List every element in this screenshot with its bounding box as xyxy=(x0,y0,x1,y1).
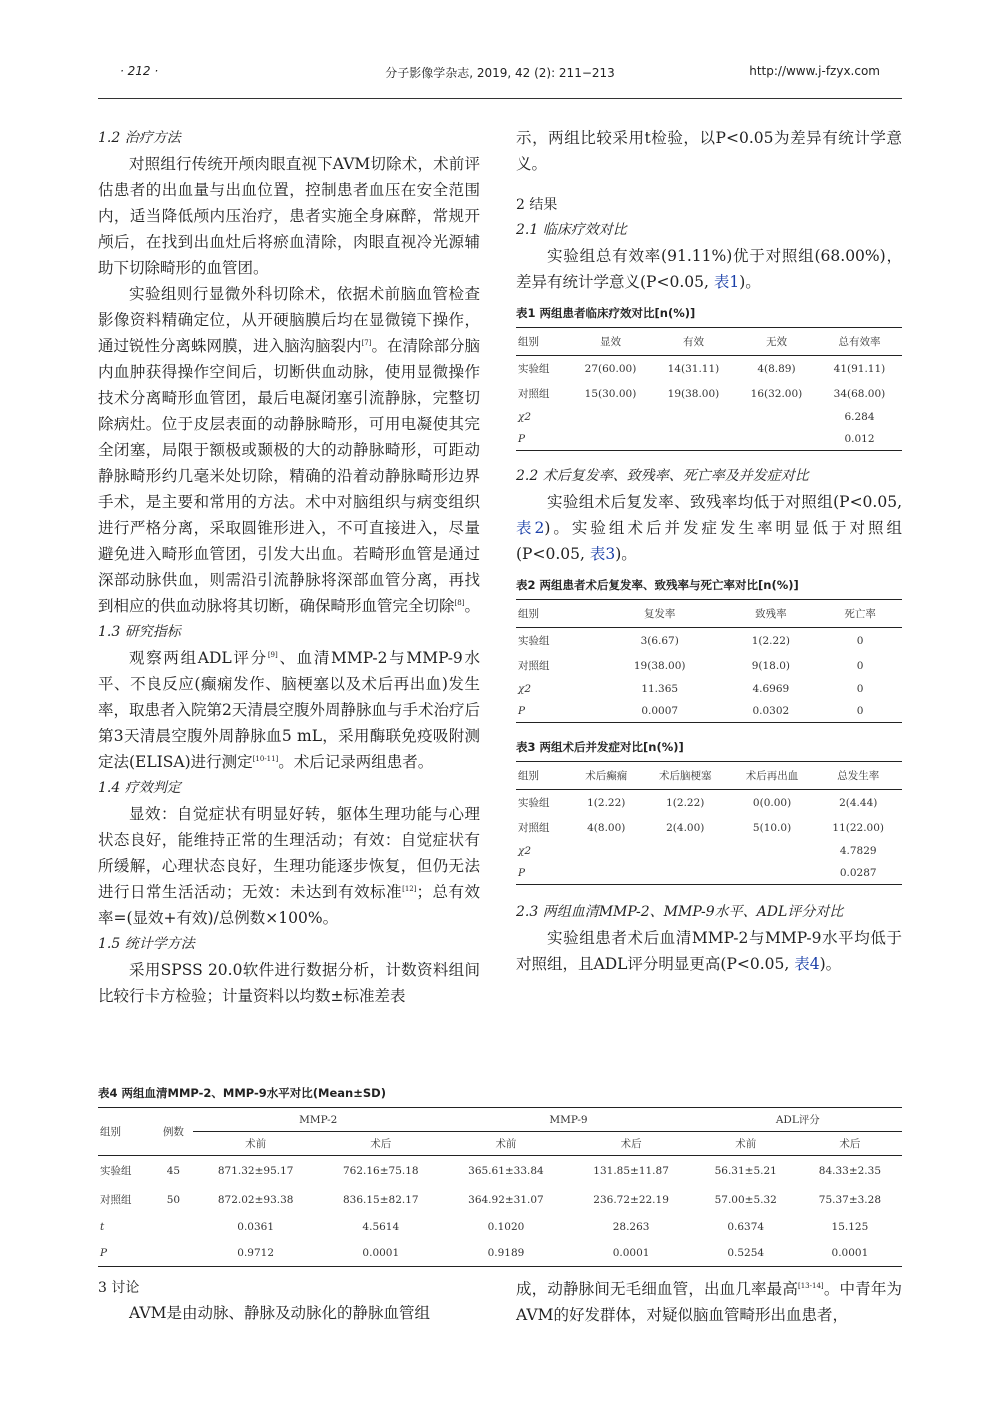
section-1-5-para-1: 采用SPSS 20.0软件进行数据分析，计数资料组间比较行卡方检验；计量资料以均数±标准差表 xyxy=(98,961,480,1005)
citation[interactable]: [12] xyxy=(402,884,417,893)
table1-cell: 14(31.11) xyxy=(667,362,720,375)
table-4-header-adl: ADL评分 xyxy=(694,1108,902,1132)
table-4-subheader-cell: 术前 xyxy=(193,1132,318,1156)
section-2-3-title: 2.3 两组血清MMP-2、MMP-9水平、ADL评分对比 xyxy=(516,904,844,920)
table-4-cell: 0.6374 xyxy=(727,1221,765,1233)
table-2-caption: 表2 两组患者术后复发率、致残率与死亡率对比[n(%)] xyxy=(516,578,799,592)
table-4-cell: 45 xyxy=(166,1164,181,1177)
table-row xyxy=(98,1240,902,1267)
table-row xyxy=(516,428,902,451)
table3-header-cell: 术后脑梗塞 xyxy=(643,762,730,790)
table2-cell: χ2 xyxy=(518,683,532,695)
table-4-cell: 131.85±11.87 xyxy=(593,1164,669,1177)
table3-header-cell: 总发生率 xyxy=(816,762,902,790)
table1-cell: 19(38.00) xyxy=(667,387,720,400)
table-4-cell: 0.5254 xyxy=(727,1247,765,1259)
table1-cell xyxy=(653,428,736,451)
table3-cell: 4(8.00) xyxy=(587,821,626,834)
table3-cell: χ2 xyxy=(518,845,532,857)
table1-cell xyxy=(736,406,819,428)
table-4-cell: 75.37±3.28 xyxy=(818,1193,882,1206)
header-rule xyxy=(98,98,902,99)
table-row xyxy=(516,653,902,678)
table1-cell xyxy=(570,406,653,428)
table2-cell: 对照组 xyxy=(518,660,550,672)
table-4-cell: 对照组 xyxy=(100,1194,132,1206)
section-3-left xyxy=(98,1276,480,1326)
table3-cell: 11(22.00) xyxy=(832,821,885,834)
table-4-cell: 0.0001 xyxy=(362,1247,400,1259)
table-4-cell: 0.9189 xyxy=(487,1247,525,1259)
table-4-header-mmp9: MMP-9 xyxy=(443,1108,693,1132)
table3-cell xyxy=(643,840,730,862)
table-3 xyxy=(516,761,902,885)
table-row xyxy=(516,381,902,406)
section-2-2-para-1: 实验组术后复发率、致残率均低于对照组(P<0.05, 表2)。实验组术后并发症发生率明显低于对照组(P<0.05, 表3)。 xyxy=(516,493,902,563)
table1-cell: 4(8.89) xyxy=(757,362,796,375)
table3-cell: 实验组 xyxy=(518,797,550,809)
section-1-3-para-1: 观察两组ADL评分[9]、血清MMP-2与MMP-9水平、不良反应(癫痫发作、脑梗塞以及术后再出血)发生率，取患者入院第2天清晨空腹外周静脉血与手术治疗后第3天清晨空腹外周静脉血5 mL，采用酶联免疫吸附测定法(ELISA)进行测定[10-11]。术后记录两组患者。 xyxy=(98,649,480,771)
table-4-subheader-cell: 术后 xyxy=(569,1132,694,1156)
table-4-cell: 0.0361 xyxy=(237,1221,275,1233)
table-row xyxy=(516,790,902,816)
table-3-link[interactable]: 表3 xyxy=(589,545,616,563)
table3-cell xyxy=(572,862,643,885)
table-4-caption: 表4 两组血清MMP-2、MMP-9水平对比(Mean±SD) xyxy=(98,1086,386,1100)
section-3-title: 3 讨论 xyxy=(98,1280,140,1296)
table-row xyxy=(516,678,902,700)
section-2-1-para-1: 实验组总有效率(91.11%)优于对照组(68.00%)，差异有统计学意义(P<0.05, 表1)。 xyxy=(516,247,902,291)
table3-cell xyxy=(643,862,730,885)
citation[interactable]: [10-11] xyxy=(252,754,279,763)
table3-cell xyxy=(730,862,817,885)
table-4-subheader-cell: 术后 xyxy=(798,1132,902,1156)
table-row xyxy=(98,1185,902,1214)
section-1-5-continued: 示，两组比较采用t检验，以P<0.05为差异有统计学意义。 xyxy=(516,129,902,173)
section-1-2-para-1: 对照组行传统开颅肉眼直视下AVM切除术，术前评估患者的出血量与出血位置，控制患者血压在安全范围内，适当降低颅内压治疗，患者实施全身麻醉，常规开颅后，在找到出血灶后将瘀血清除，肉眼直视冷光源辅助下切除畸形的血管团。 xyxy=(98,155,480,277)
table2-header-cell: 死亡率 xyxy=(820,600,902,628)
table1-header-cell: 无效 xyxy=(736,328,819,356)
table2-cell: 0 xyxy=(856,705,864,717)
table1-cell: 34(68.00) xyxy=(833,387,886,400)
table3-cell xyxy=(572,840,643,862)
table1-cell: 6.284 xyxy=(844,411,875,423)
section-2-1-title: 2.1 临床疗效对比 xyxy=(516,222,627,238)
table-1-caption: 表1 两组患者临床疗效对比[n(%)] xyxy=(516,306,696,320)
table2-cell: 0 xyxy=(856,683,864,695)
table3-cell: 2(4.44) xyxy=(839,796,878,809)
section-1-5-title: 1.5 统计学方法 xyxy=(98,936,195,952)
table2-header-cell: 组别 xyxy=(516,600,598,628)
table-4-cell: 836.15±82.17 xyxy=(343,1193,419,1206)
table1-cell: χ2 xyxy=(518,411,532,423)
table1-header-cell: 总有效率 xyxy=(819,328,902,356)
table2-cell: 9(18.0) xyxy=(751,659,790,672)
table-row xyxy=(516,862,902,885)
table2-cell: 1(2.22) xyxy=(751,634,790,647)
section-2-title: 2 结果 xyxy=(516,197,558,213)
table2-cell: 11.365 xyxy=(641,683,679,695)
section-1-3-title: 1.3 研究指标 xyxy=(98,624,181,640)
table-4-cell: t xyxy=(100,1221,105,1233)
table1-header-cell: 组别 xyxy=(516,328,570,356)
table2-cell: 实验组 xyxy=(518,635,550,647)
table-4-cell: 0.0001 xyxy=(612,1247,650,1259)
table2-header-cell: 复发率 xyxy=(598,600,724,628)
table-4-cell: 84.33±2.35 xyxy=(818,1164,882,1177)
table2-cell: 0 xyxy=(856,634,864,647)
table-row xyxy=(516,840,902,862)
section-2-3-para-1: 实验组患者术后血清MMP-2与MMP-9水平均低于对照组，且ADL评分明显更高(P<0.05, 表4)。 xyxy=(516,929,902,973)
section-3-para-1-continued: 成，动静脉间无毛细血管，出血几率最高[13-14]。中青年为AVM的好发群体，对疑似脑血管畸形出血患者， xyxy=(516,1280,902,1324)
table-4-cell: 872.02±93.38 xyxy=(217,1193,294,1206)
table-4-cell: 57.00±5.32 xyxy=(714,1193,777,1206)
table1-cell xyxy=(570,428,653,451)
table-4-header-mmp2: MMP-2 xyxy=(193,1108,443,1132)
table-4-cell: 15.125 xyxy=(831,1221,869,1233)
table1-cell: 0.012 xyxy=(844,433,875,445)
table-4-cell: 762.16±75.18 xyxy=(343,1164,419,1177)
table-2 xyxy=(516,599,902,723)
table1-cell: 16(32.00) xyxy=(750,387,803,400)
citation[interactable]: [7] xyxy=(361,338,372,347)
table1-cell: 27(60.00) xyxy=(584,362,637,375)
table2-cell: 4.6969 xyxy=(752,683,790,695)
table-4-cell: 364.92±31.07 xyxy=(468,1193,544,1206)
table-row xyxy=(516,628,902,654)
section-3-para-1: AVM是由动脉、静脉及动脉化的静脉血管组 xyxy=(129,1304,430,1322)
table1-header-cell: 显效 xyxy=(570,328,653,356)
table-4-cell: 0.0001 xyxy=(831,1247,869,1259)
section-3-right xyxy=(516,1276,902,1328)
table2-cell: P xyxy=(518,705,526,717)
table-4-cell: 实验组 xyxy=(100,1165,132,1177)
table3-header-cell: 术后癫痫 xyxy=(572,762,643,790)
table-row xyxy=(516,700,902,723)
running-header xyxy=(98,64,902,90)
table-4-cell: 0.9712 xyxy=(237,1247,275,1259)
section-1-2-title: 1.2 治疗方法 xyxy=(98,130,181,146)
table-4-cell xyxy=(154,1214,193,1240)
left-column xyxy=(98,125,480,1009)
table1-cell: P xyxy=(518,433,526,445)
table-4-cell: P xyxy=(100,1247,108,1259)
table-4-link[interactable]: 表4 xyxy=(794,955,820,973)
citation[interactable]: [8] xyxy=(454,598,465,607)
table2-cell: 0.0007 xyxy=(641,705,679,717)
table-row xyxy=(516,406,902,428)
right-column xyxy=(516,125,902,977)
table-4-block xyxy=(98,1075,902,1267)
table-4-cell: 56.31±5.21 xyxy=(714,1164,777,1177)
table-row xyxy=(516,815,902,840)
table3-cell: 0.0287 xyxy=(839,867,877,879)
citation[interactable]: [13-14] xyxy=(798,1281,824,1290)
table3-cell: 2(4.00) xyxy=(666,821,705,834)
table-3-caption: 表3 两组术后并发症对比[n(%)] xyxy=(516,740,684,754)
table-4-subheader-cell: 术后 xyxy=(318,1132,443,1156)
table3-cell: 1(2.22) xyxy=(666,796,705,809)
table3-header-cell: 组别 xyxy=(516,762,572,790)
table1-cell xyxy=(653,406,736,428)
table-4-cell: 236.72±22.19 xyxy=(593,1193,669,1206)
journal-info: 分子影像学杂志, 2019, 42 (2): 211−213 xyxy=(385,66,615,80)
table2-header-cell: 致残率 xyxy=(724,600,821,628)
table3-cell: 4.7829 xyxy=(839,845,877,857)
table-4-subheader-cell: 术前 xyxy=(694,1132,798,1156)
table-4-cell: 871.32±95.17 xyxy=(217,1164,294,1177)
table1-header-cell: 有效 xyxy=(653,328,736,356)
table1-cell: 41(91.11) xyxy=(833,362,886,375)
table-4-cell: 365.61±33.84 xyxy=(468,1164,544,1177)
table1-cell: 实验组 xyxy=(518,363,550,375)
table-1-link[interactable]: 表1 xyxy=(713,273,740,291)
table-4-header-n: 例数 xyxy=(154,1108,193,1156)
table-4 xyxy=(98,1107,902,1267)
section-1-4-title: 1.4 疗效判定 xyxy=(98,780,181,796)
table-4-cell: 50 xyxy=(166,1193,181,1206)
table-4-cell xyxy=(154,1240,193,1267)
citation[interactable]: [9] xyxy=(267,650,278,659)
table1-cell: 15(30.00) xyxy=(584,387,637,400)
table1-cell xyxy=(736,428,819,451)
table-row xyxy=(98,1214,902,1240)
table-row xyxy=(516,356,902,382)
table-4-cell: 0.1020 xyxy=(487,1221,525,1233)
table3-cell: P xyxy=(518,867,526,879)
section-1-4-para-1: 显效：自觉症状有明显好转，躯体生理功能与心理状态良好，能维持正常的生理活动；有效：自觉症状有所缓解，心理状态良好，生理功能逐步恢复，但仍无法进行日常生活活动；无效：未达到有效标准[12]；总有效率=(显效+有效)/总例数×100%。 xyxy=(98,805,480,927)
table2-cell: 0.0302 xyxy=(752,705,790,717)
table-4-cell: 4.5614 xyxy=(362,1221,400,1233)
table3-cell: 对照组 xyxy=(518,822,550,834)
table-4-subheader-cell: 术前 xyxy=(443,1132,568,1156)
table1-cell: 对照组 xyxy=(518,388,550,400)
section-2-2-title: 2.2 术后复发率、致残率、死亡率及并发症对比 xyxy=(516,468,809,484)
table3-cell xyxy=(730,840,817,862)
table3-cell: 0(0.00) xyxy=(752,796,792,809)
table-row xyxy=(98,1156,902,1186)
page-number: · 212 · xyxy=(120,64,159,78)
section-1-2-para-2: 实验组则行显微外科切除术，依据术前脑血管检查影像资料精确定位，从开硬脑膜后均在显微镜下操作，通过锐性分离蛛网膜，进入脑沟脑裂内[7]。在清除部分脑内血肿获得操作空间后，切断供血动脉，使用显微操作技术分离畸形血管团，最后电凝闭塞引流静脉，完整切除病灶。位于皮层表面的动静脉畸形，可用电凝使其完全闭塞，局限于额极或颞极的大的动静脉畸形，可距动静脉畸形约几毫米处切除，精确的沿着动静脉畸形边界手术，是主要和常用的方法。术中对脑组织与病变组织进行严格分离，采取圆锥形进入，不可直接进入，尽量避免进入畸形血管团，引发大出血。若畸形血管是通过深部动脉供血，则需沿引流静脉将深部血管分离，再找到相应的供血动脉将其切断，确保畸形血管完全切除[8]。 xyxy=(98,285,480,615)
table-2-link[interactable]: 表2 xyxy=(516,519,545,537)
table2-cell: 19(38.00) xyxy=(633,659,686,672)
table2-cell: 3(6.67) xyxy=(640,634,679,647)
table3-cell: 1(2.22) xyxy=(587,796,626,809)
table-4-cell: 28.263 xyxy=(612,1221,650,1233)
table2-cell: 0 xyxy=(856,659,864,672)
table-4-header-group: 组别 xyxy=(98,1108,154,1156)
table3-header-cell: 术后再出血 xyxy=(730,762,817,790)
table-1 xyxy=(516,327,902,451)
table3-cell: 5(10.0) xyxy=(752,821,792,834)
journal-url[interactable]: http://www.j-fzyx.com xyxy=(749,64,880,78)
